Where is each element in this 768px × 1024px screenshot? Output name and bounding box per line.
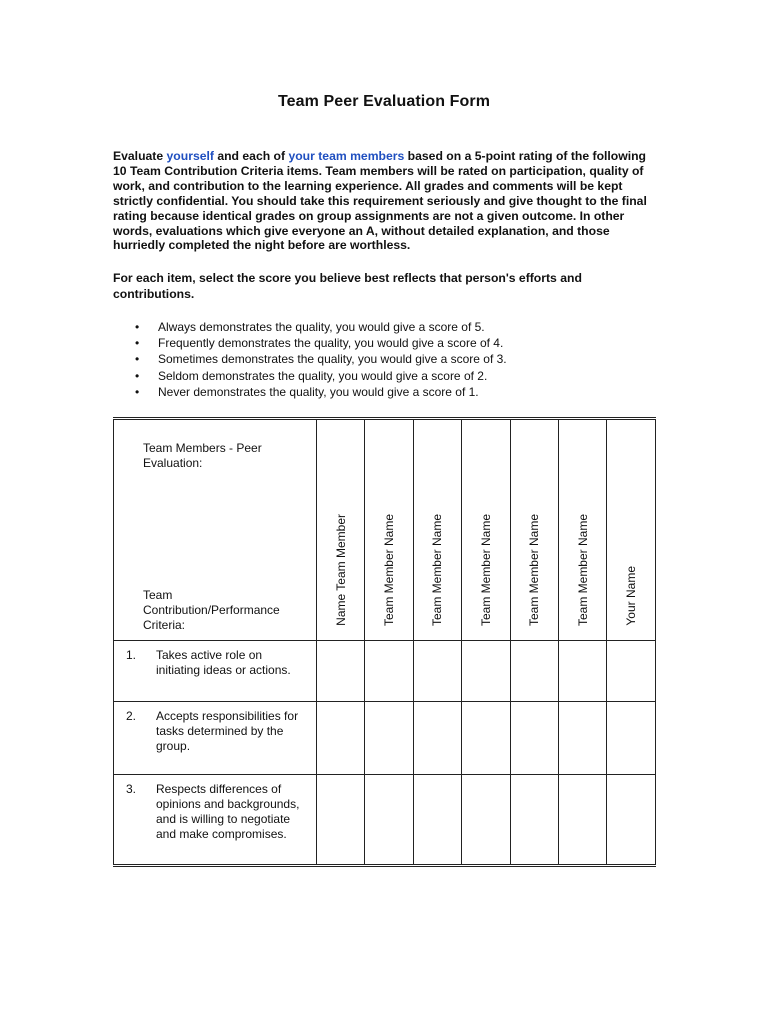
score-cell[interactable] bbox=[365, 702, 413, 775]
list-item bbox=[113, 351, 653, 367]
page-title: Team Peer Evaluation Form bbox=[277, 93, 491, 110]
score-cell[interactable] bbox=[413, 641, 461, 702]
intro-text-2: and each of bbox=[213, 149, 289, 163]
list-item-text: Frequently demonstrates the quality, you would give a score of 4. bbox=[158, 336, 504, 351]
score-cell[interactable] bbox=[510, 702, 558, 775]
list-item-text: Sometimes demonstrates the quality, you would give a score of 3. bbox=[158, 352, 507, 367]
bullet-icon: • bbox=[135, 320, 140, 334]
intro-paragraph bbox=[113, 149, 653, 253]
score-cell[interactable] bbox=[510, 641, 558, 702]
column-header-label: Team Member Name bbox=[382, 513, 397, 626]
score-cell[interactable] bbox=[607, 702, 656, 775]
column-header-label: Team Member Name bbox=[575, 513, 590, 626]
column-header-member-5 bbox=[510, 419, 558, 641]
list-item-text: Seldom demonstrates the quality, you would give a score of 2. bbox=[158, 368, 488, 383]
score-cell[interactable] bbox=[510, 775, 558, 866]
bullet-icon: • bbox=[135, 384, 140, 399]
score-cell[interactable] bbox=[559, 775, 607, 866]
list-item bbox=[113, 368, 653, 384]
intro-highlight-yourself: yourself bbox=[166, 149, 214, 163]
bullet-icon: • bbox=[135, 352, 140, 367]
criteria-text: Takes active role on initiating ideas or actions. bbox=[156, 648, 291, 677]
criteria-number: 3. bbox=[125, 782, 136, 796]
list-item-text: Always demonstrates the quality, you would give a score of 5. bbox=[158, 320, 485, 334]
score-cell[interactable] bbox=[316, 775, 364, 866]
score-cell[interactable] bbox=[462, 702, 510, 775]
column-header-member-1 bbox=[316, 419, 364, 641]
column-header-label: Team Member Name bbox=[527, 513, 542, 626]
column-header-member-4 bbox=[462, 419, 510, 641]
table-row bbox=[114, 702, 656, 775]
table-row bbox=[114, 775, 656, 866]
instruction-paragraph: For each item, select the score you believe best reflects that person's efforts and contributions. bbox=[113, 271, 582, 301]
criteria-number: 1. bbox=[125, 648, 136, 662]
criteria-number: 2. bbox=[125, 709, 136, 723]
score-cell[interactable] bbox=[559, 702, 607, 775]
score-cell[interactable] bbox=[607, 775, 656, 866]
criteria-cell bbox=[114, 702, 317, 775]
score-cell[interactable] bbox=[316, 702, 364, 775]
header-team-members-label: Team Members - Peer Evaluation: bbox=[143, 441, 262, 470]
score-cell[interactable] bbox=[462, 641, 510, 702]
header-criteria-label: Team Contribution/Performance Criteria: bbox=[143, 588, 280, 632]
score-cell[interactable] bbox=[413, 775, 461, 866]
bullet-icon: • bbox=[135, 368, 140, 383]
score-guide-list bbox=[113, 319, 653, 400]
score-cell[interactable] bbox=[559, 641, 607, 702]
column-header-member-3 bbox=[413, 419, 461, 641]
column-header-label: Team Member Name bbox=[478, 513, 493, 626]
column-header-member-6 bbox=[559, 419, 607, 641]
table-header-row bbox=[114, 419, 656, 641]
bullet-icon: • bbox=[135, 336, 140, 351]
peer-evaluation-table bbox=[113, 417, 656, 867]
criteria-text: Accepts responsibilities for tasks determined by the group. bbox=[156, 709, 299, 753]
intro-text-3: based on a 5-point rating of the following 10 Team Contribution Criteria items. Team members will be rated on participation, quality of work, and contribution to the learning experience. All grades and comments will be kept strictly confidential. You should take this requirement seriously and give thought to the final rating because identical grades on group assignments are not a given outcome. In other words, evaluations which give everyone an A, without detailed explanation, and those hurriedly completed the night before are worthless. bbox=[113, 149, 647, 253]
score-cell[interactable] bbox=[413, 702, 461, 775]
score-cell[interactable] bbox=[462, 775, 510, 866]
column-header-your-name bbox=[607, 419, 656, 641]
score-cell[interactable] bbox=[607, 641, 656, 702]
list-item bbox=[113, 319, 653, 335]
intro-text-1: Evaluate bbox=[113, 149, 167, 163]
score-cell[interactable] bbox=[365, 775, 413, 866]
criteria-cell bbox=[114, 775, 317, 866]
column-header-label: Team Member Name bbox=[430, 513, 445, 626]
criteria-header-cell bbox=[114, 419, 317, 641]
list-item bbox=[113, 335, 653, 351]
criteria-cell bbox=[114, 641, 317, 702]
column-header-label: Name Team Member bbox=[333, 514, 348, 626]
criteria-text: Respects differences of opinions and backgrounds, and is willing to negotiate and make compromises. bbox=[156, 782, 300, 841]
intro-highlight-team-members: your team members bbox=[288, 149, 405, 163]
list-item-text: Never demonstrates the quality, you would give a score of 1. bbox=[158, 384, 479, 399]
table-row bbox=[114, 641, 656, 702]
score-cell[interactable] bbox=[316, 641, 364, 702]
score-cell[interactable] bbox=[365, 641, 413, 702]
list-item bbox=[113, 384, 653, 400]
column-header-member-2 bbox=[365, 419, 413, 641]
column-header-label: Your Name bbox=[624, 566, 639, 626]
